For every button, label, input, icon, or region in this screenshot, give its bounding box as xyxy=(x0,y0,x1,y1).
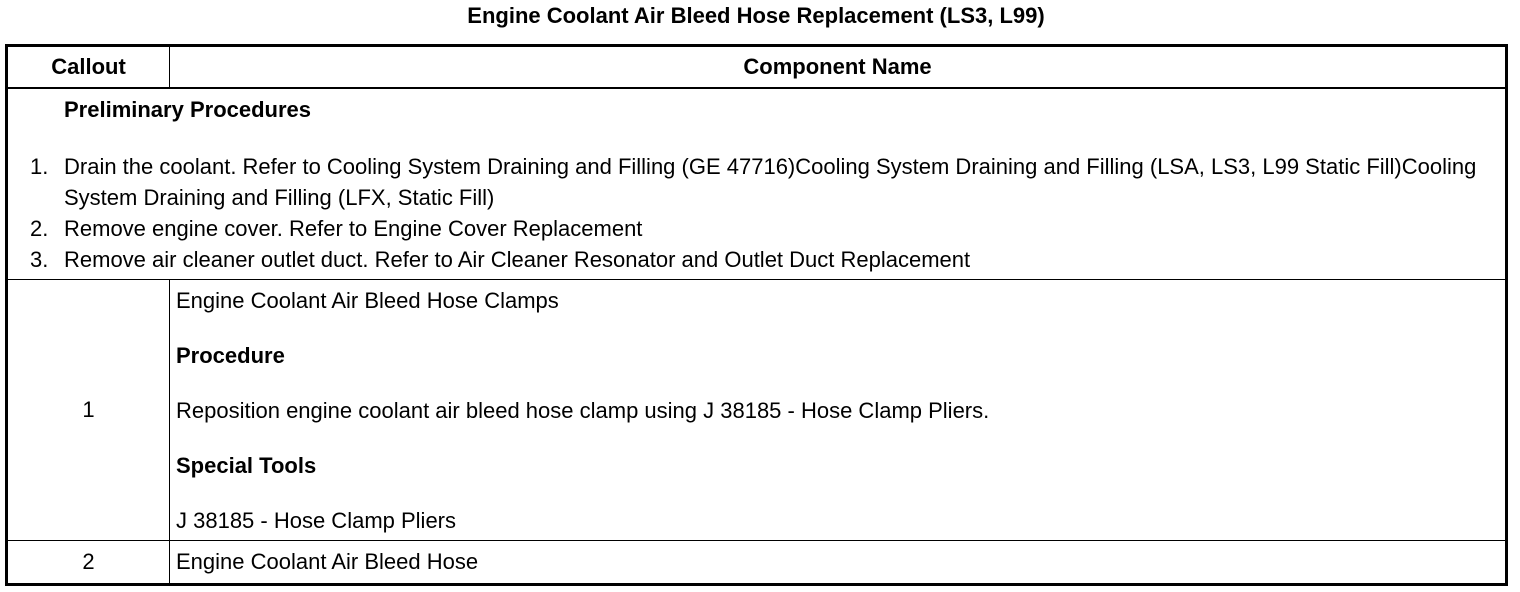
component-name: Engine Coolant Air Bleed Hose Clamps xyxy=(176,288,559,313)
callout-cell: 1 xyxy=(7,280,170,541)
page-title: Engine Coolant Air Bleed Hose Replacement (LS3, L99) xyxy=(467,3,1045,28)
preliminary-row xyxy=(7,88,1507,280)
special-tools-label: Special Tools xyxy=(176,453,317,478)
component-cell xyxy=(170,280,1507,541)
callout-cell: 2 xyxy=(7,541,170,585)
component-name: Engine Coolant Air Bleed Hose xyxy=(170,541,1507,585)
procedure-table xyxy=(5,44,1508,586)
step-text: Remove air cleaner outlet duct. Refer to Air Cleaner Resonator and Outlet Duct Replacement xyxy=(64,247,971,272)
step-text: Remove engine cover. Refer to Engine Cover Replacement xyxy=(64,216,643,241)
step-number: 3. xyxy=(30,247,49,272)
preliminary-cell xyxy=(7,88,1507,280)
step-text: Drain the coolant. Refer to Cooling System Draining and Filling (GE 47716)Cooling System Draining and Filling (LSA, LS3, L99 Static Fill)Cooling System Draining and Filling (LFX, Static Fill) xyxy=(64,154,1477,210)
special-tools-text: J 38185 - Hose Clamp Pliers xyxy=(176,508,457,533)
procedure-label: Procedure xyxy=(176,343,285,368)
table-header-row xyxy=(7,46,1507,89)
preliminary-step xyxy=(26,213,1495,244)
preliminary-step xyxy=(26,151,1495,213)
header-callout: Callout xyxy=(7,46,170,89)
procedure-text: Reposition engine coolant air bleed hose clamp using J 38185 - Hose Clamp Pliers. xyxy=(176,398,990,423)
preliminary-step xyxy=(26,244,1495,275)
preliminary-steps xyxy=(26,151,1495,275)
table-row xyxy=(7,541,1507,585)
table-row xyxy=(7,280,1507,541)
step-number: 2. xyxy=(30,216,49,241)
step-number: 1. xyxy=(30,154,49,179)
preliminary-heading: Preliminary Procedures xyxy=(64,97,312,122)
header-component-name: Component Name xyxy=(170,46,1507,89)
